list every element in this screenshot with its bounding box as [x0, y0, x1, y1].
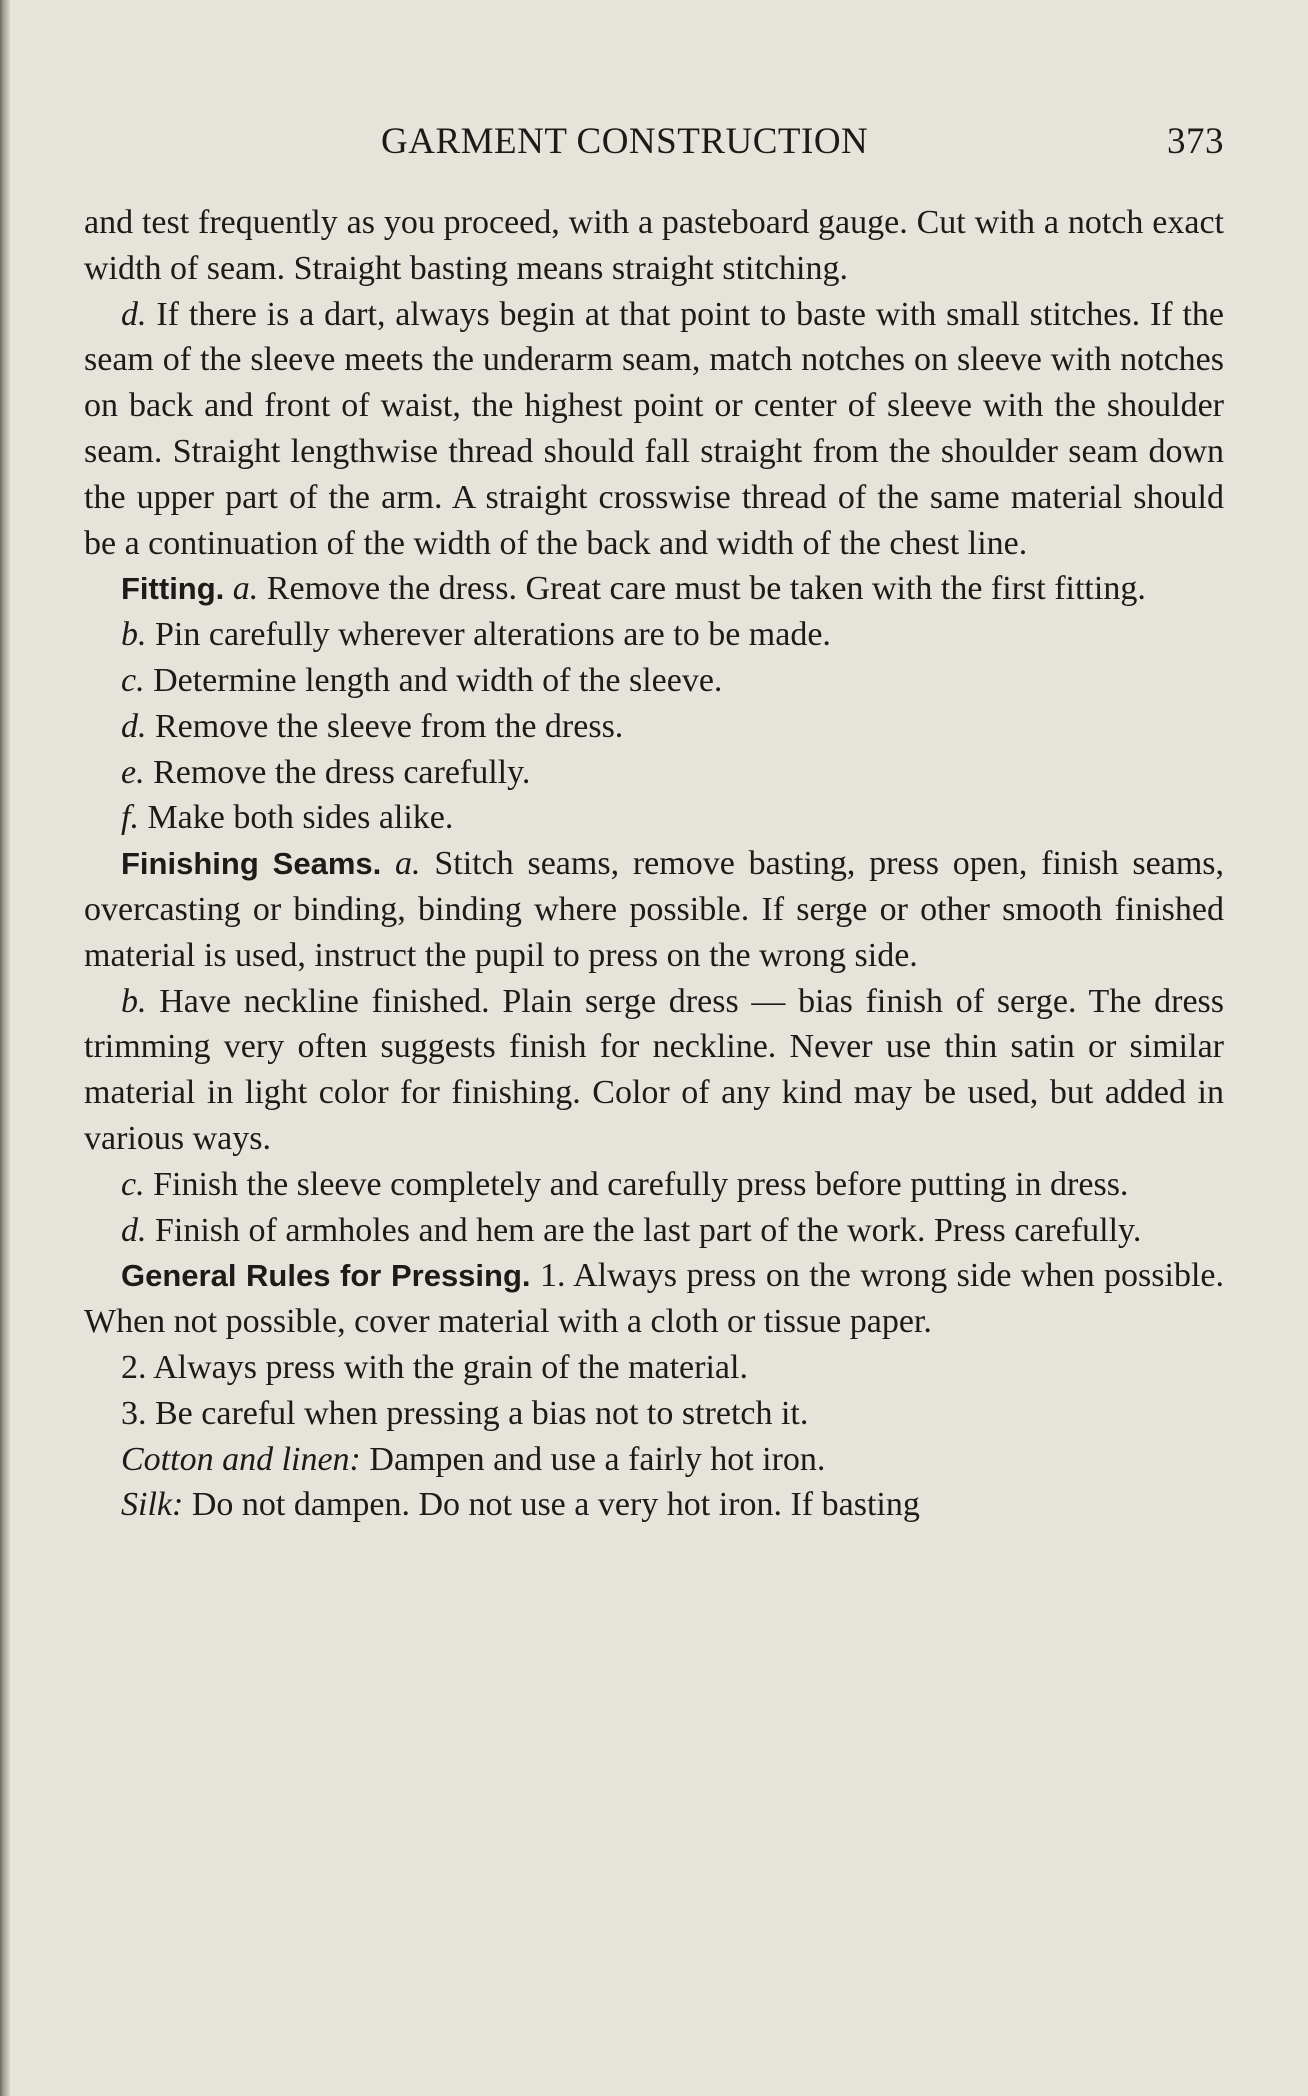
list-item [84, 1162, 1224, 1208]
page-title: GARMENT CONSTRUCTION [381, 121, 869, 162]
paragraph-continuation [84, 200, 1224, 292]
material-rule-silk [84, 1482, 1224, 1528]
list-letter: b. [121, 616, 147, 654]
list-item-text: Remove the sleeve from the dress. [155, 707, 624, 745]
list-item-text: Determine length and width of the sleeve. [153, 661, 723, 699]
section-heading-fitting: Fitting. [121, 571, 225, 607]
material-rule-cotton [84, 1437, 1224, 1483]
paragraph-text: If there is a dart, always begin at that point to baste with small stitches. If the seam of the sleeve meets the underarm seam, match notches on sleeve with notches on back and front of waist, the highest point or center of sleeve with the shoulder seam. Straight lengthwise thread should fall straight from the shoulder seam down the upper part of the arm. A straight crosswise thread of the same material should be a continuation of the width of the back and width of the chest line. [84, 295, 1224, 562]
list-letter: a. [395, 845, 421, 883]
list-item-text: Make both sides alike. [147, 799, 454, 837]
section-heading-finishing-seams: Finishing Seams. [121, 846, 382, 882]
material-label: Cotton and linen: [121, 1440, 361, 1478]
list-letter: c. [121, 1165, 145, 1203]
list-letter: a. [232, 570, 259, 608]
material-label: Silk: [121, 1486, 184, 1524]
fitting-section [84, 566, 1224, 612]
list-letter: e. [121, 753, 145, 791]
section-heading-pressing: General Rules for Pressing. [121, 1258, 531, 1294]
list-letter: d. [121, 1211, 147, 1249]
list-item [84, 795, 1224, 841]
book-page [84, 0, 1224, 2096]
rule-text: 1. Always press on the wrong side when possible. When not possible, cover material with a cloth or tissue paper. [84, 1257, 1224, 1341]
rule-item [84, 1391, 1224, 1437]
page-number: 373 [1167, 121, 1224, 162]
material-text: Dampen and use a fairly hot iron. [369, 1440, 826, 1478]
rule-item [84, 1345, 1224, 1391]
list-letter: d. [121, 707, 147, 745]
rule-text: 3. Be careful when pressing a bias not to stretch it. [121, 1394, 809, 1432]
paragraph-text: and test frequently as you proceed, with a pasteboard gauge. Cut with a notch exact width of seam. Straight basting means straight stitching. [84, 204, 1224, 287]
list-letter: c. [121, 661, 145, 699]
list-letter: b. [121, 982, 147, 1020]
list-item [84, 658, 1224, 704]
list-letter: d. [121, 295, 147, 333]
list-item-text: Finish the sleeve completely and carefully press before putting in dress. [153, 1165, 1129, 1203]
list-item [84, 750, 1224, 796]
list-item [84, 1208, 1224, 1254]
list-letter: f. [121, 799, 139, 837]
paragraph-d [84, 292, 1224, 567]
body-text [84, 200, 1224, 1528]
list-item [84, 704, 1224, 750]
finishing-section [84, 841, 1224, 978]
paragraph-text: Remove the dress. Great care must be taken with the first fitting. [266, 570, 1146, 608]
pressing-section [84, 1253, 1224, 1345]
list-item-text: Pin carefully wherever alterations are to be made. [155, 616, 831, 654]
list-item-text: Have neckline finished. Plain serge dress — bias finish of serge. The dress trimming very often suggests finish for neckline. Never use thin satin or similar material in light color for finishing. Color of any kind may be used, but added in various ways. [84, 982, 1225, 1157]
rule-text: 2. Always press with the grain of the material. [121, 1348, 748, 1386]
list-item-text: Remove the dress carefully. [153, 753, 531, 791]
list-item-text: Finish of armholes and hem are the last part of the work. Press carefully. [155, 1211, 1142, 1249]
list-item [84, 979, 1224, 1162]
running-head [84, 120, 1224, 170]
material-text: Do not dampen. Do not use a very hot iron. If basting [191, 1486, 920, 1524]
page-edge [0, 0, 10, 2096]
paragraph-text: Stitch seams, remove basting, press open, finish seams, overcasting or binding, binding where possible. If serge or other smooth finished material is used, instruct the pupil to press on the wrong side. [84, 845, 1224, 974]
list-item [84, 612, 1224, 658]
